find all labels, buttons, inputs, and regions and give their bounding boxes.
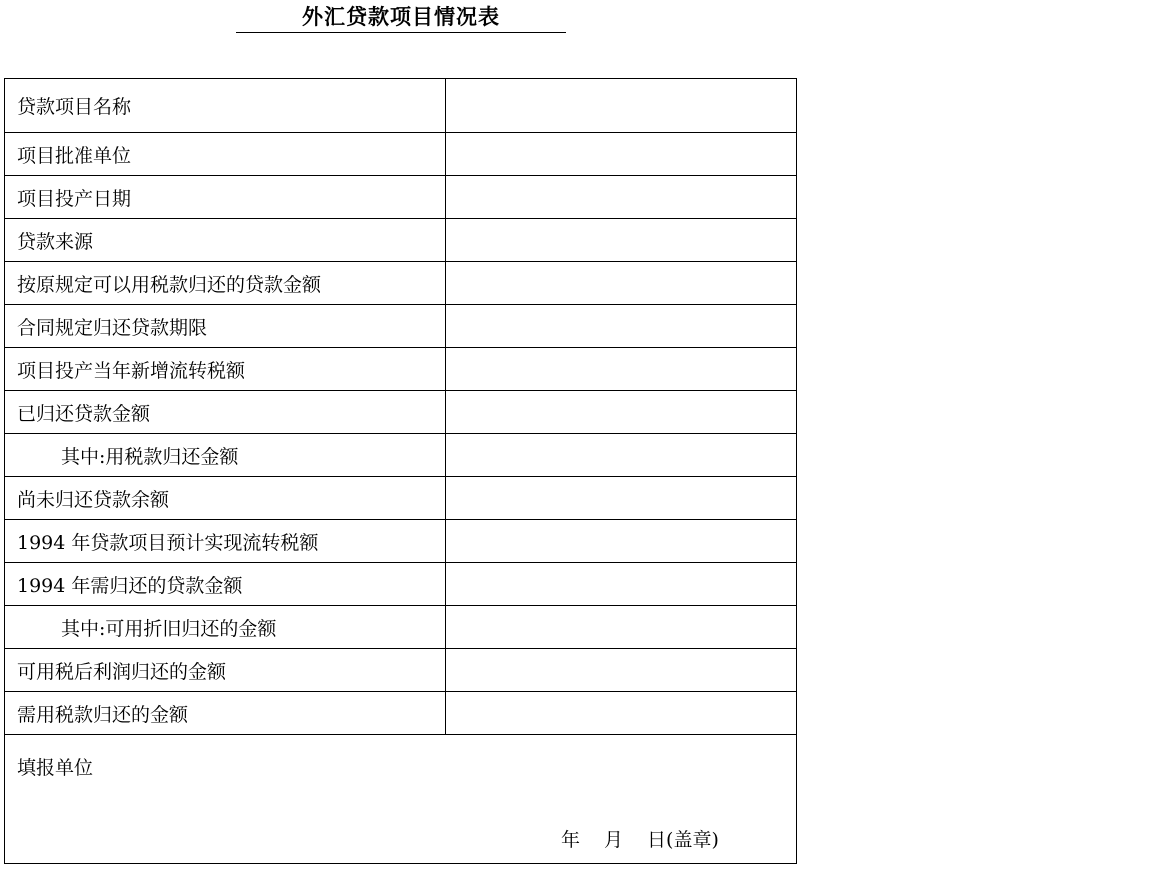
row-value-cell[interactable]	[446, 305, 797, 348]
row-label: 已归还贷款金额	[5, 391, 446, 434]
row-value-cell[interactable]	[446, 649, 797, 692]
table-row	[5, 391, 797, 434]
table-row	[5, 563, 797, 606]
table-row	[5, 219, 797, 262]
date-seal-line	[561, 825, 719, 852]
table-row	[5, 434, 797, 477]
table-row	[5, 305, 797, 348]
row-label: 1994 年贷款项目预计实现流转税额	[5, 520, 446, 563]
row-label: 贷款项目名称	[5, 79, 446, 133]
row-value-cell[interactable]	[446, 606, 797, 649]
table-row	[5, 176, 797, 219]
row-value-cell[interactable]	[446, 219, 797, 262]
row-value-cell[interactable]	[446, 262, 797, 305]
month-label: 月	[604, 829, 624, 851]
row-value-cell[interactable]	[446, 176, 797, 219]
row-value-cell[interactable]	[446, 692, 797, 735]
row-value-cell[interactable]	[446, 477, 797, 520]
row-value-cell[interactable]	[446, 133, 797, 176]
row-label: 合同规定归还贷款期限	[5, 305, 446, 348]
row-value-cell[interactable]	[446, 563, 797, 606]
loan-project-table	[4, 78, 797, 864]
year-label: 年	[561, 829, 581, 851]
footer-cell	[5, 735, 797, 864]
reporting-unit-label: 填报单位	[17, 757, 94, 779]
day-seal-label: 日(盖章)	[647, 829, 719, 851]
table-row	[5, 133, 797, 176]
row-value-cell[interactable]	[446, 434, 797, 477]
row-value-cell[interactable]	[446, 79, 797, 133]
table-row	[5, 477, 797, 520]
table-row	[5, 606, 797, 649]
row-label: 1994 年需归还的贷款金额	[5, 563, 446, 606]
row-label: 需用税款归还的金额	[5, 692, 446, 735]
row-label: 项目批准单位	[5, 133, 446, 176]
row-label: 按原规定可以用税款归还的贷款金额	[5, 262, 446, 305]
row-label: 尚未归还贷款余额	[5, 477, 446, 520]
table-row	[5, 79, 797, 133]
form-title: 外汇贷款项目情况表	[236, 2, 566, 33]
table-row	[5, 348, 797, 391]
row-label: 项目投产日期	[5, 176, 446, 219]
table-row	[5, 649, 797, 692]
row-value-cell[interactable]	[446, 520, 797, 563]
row-value-cell[interactable]	[446, 348, 797, 391]
table-row	[5, 520, 797, 563]
row-value-cell[interactable]	[446, 391, 797, 434]
row-label: 可用税后利润归还的金额	[5, 649, 446, 692]
row-label: 贷款来源	[5, 219, 446, 262]
footer-row	[5, 735, 797, 864]
table-row	[5, 692, 797, 735]
table-row	[5, 262, 797, 305]
row-label: 项目投产当年新增流转税额	[5, 348, 446, 391]
row-label-sub: 其中:可用折旧归还的金额	[5, 606, 446, 649]
row-label-sub: 其中:用税款归还金额	[5, 434, 446, 477]
